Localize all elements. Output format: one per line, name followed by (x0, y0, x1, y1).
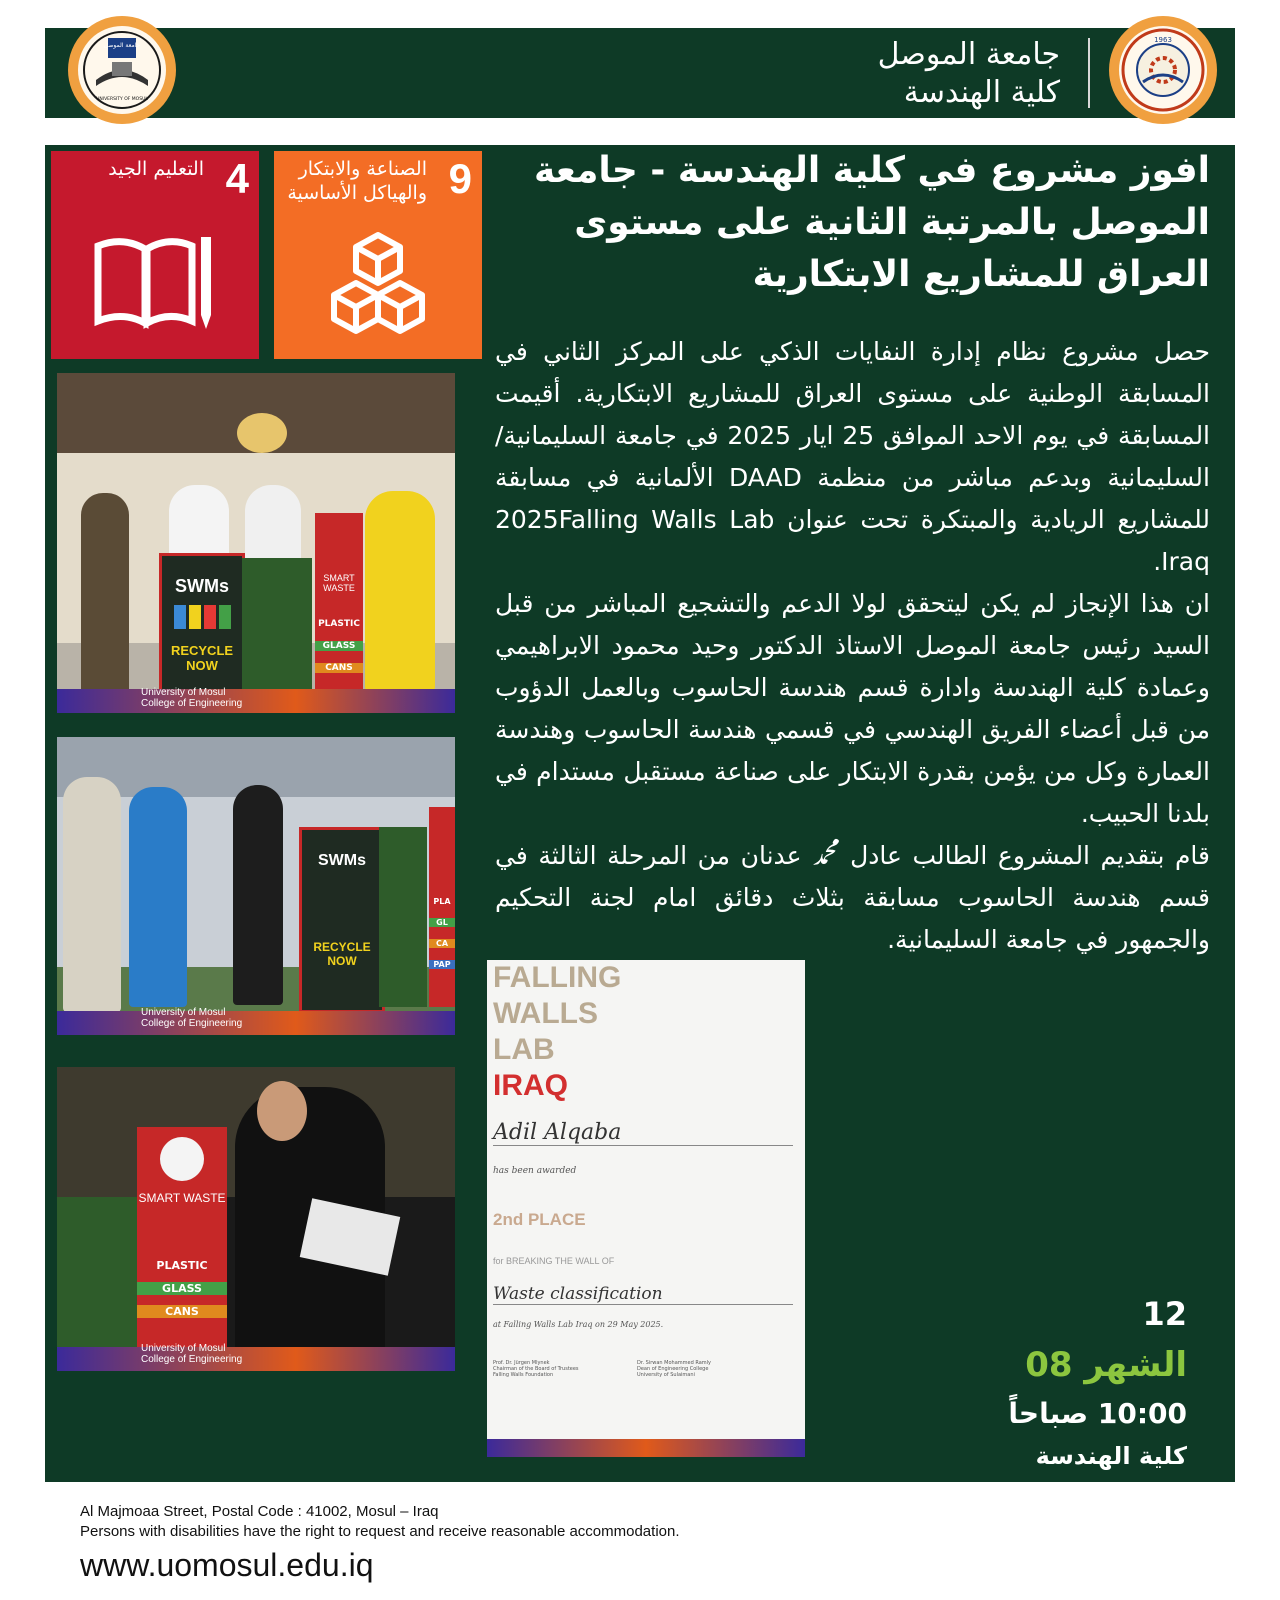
awarded-text: has been awarded (493, 1166, 577, 1176)
sdg-9-label: الصناعة والابتكار والهياكل الأساسية (287, 158, 427, 204)
student-face (257, 1081, 307, 1141)
event-line-text: at Falling Walls Lab Iraq on 29 May 2025. (493, 1320, 664, 1329)
article-body (495, 331, 1210, 961)
footer-address: Al Majmoaa Street, Postal Code : 41002, Mosul – Iraq (80, 1503, 439, 1520)
header-title-block (720, 36, 1060, 112)
tree-panel (379, 827, 427, 1007)
photo-frame-ribbon (57, 1347, 455, 1371)
bin-yellow (189, 605, 201, 629)
sdg-goal-4-tile (51, 151, 259, 359)
bin-blue (174, 605, 186, 629)
main-panel (45, 145, 1235, 1482)
event-date-block (1008, 1290, 1187, 1476)
seal-year: 1963 (1154, 36, 1172, 44)
recycle-now-text: RECYCLE NOW (170, 643, 234, 673)
booth-title: SWMs (318, 852, 366, 869)
certificate-heading (493, 960, 621, 1104)
smart-waste-bin (137, 1127, 227, 1357)
photo-frame-ribbon (57, 689, 455, 713)
header-bar (45, 28, 1235, 118)
cert-line-walls: WALLS (493, 997, 598, 1030)
college-seal-logo (1109, 16, 1217, 124)
bin-red (204, 605, 216, 629)
university-name: جامعة الموصل (877, 37, 1060, 72)
bin-label-glass: GL (429, 918, 455, 927)
bin-label-paper: PAP (429, 960, 455, 969)
breaking-wall-text: for BREAKING THE WALL OF (493, 1256, 615, 1266)
college-seal-icon (1119, 26, 1207, 114)
person-blue-shirt (129, 787, 187, 1007)
person-black-dress (233, 785, 283, 1005)
seal-top-text: جامعة الموصل (103, 42, 141, 49)
bin-top-text: SMART WASTE (323, 573, 355, 593)
sdg-goal-9-tile (274, 151, 482, 359)
event-time: 10:00 صباحاً (1008, 1397, 1187, 1430)
sdg-4-label: التعليم الجيد (108, 158, 204, 180)
article-paragraph-2: ان هذا الإنجاز لم يكن ليتحقق لولا الدعم والتشجيع المباشر من قبل السيد رئيس جامعة الموصل الاستاذ الدكتور وحيد محمود الابراهيمي وعمادة كلية الهندسة وادارة قسم هندسة الحاسوب وبالعمل الدؤوب من قبل أعضاء الفريق الهندسي في قسمي هندسة الحاسوب وهندسة العمارة وكل من يؤمن بقدرة الابتكار على صناعة مستقبل مستدام في بلدنا الحبيب. (495, 589, 1210, 828)
smart-waste-bin (429, 807, 455, 1007)
photo-caption (141, 1007, 242, 1029)
caption-college: College of Engineering (141, 698, 243, 709)
bin-label-plastic: PLA (433, 897, 451, 906)
cubes-icon (322, 231, 434, 347)
person-grey-suit (63, 777, 121, 1012)
seal-bottom-text: UNIVERSITY OF MOSUL (96, 97, 148, 102)
recycle-now-text: RECYCLE NOW (313, 940, 371, 968)
bin-top-text: SMART WASTE (138, 1191, 226, 1205)
cert-line-falling: FALLING (493, 961, 622, 994)
person (245, 485, 301, 565)
signatory-2: Dr. Sirwan Mohammed Ramly Dean of Engineering College University of Sulaimani (637, 1360, 711, 1378)
footer-accessibility-note: Persons with disabilities have the right to request and receive reasonable accommodation. (80, 1523, 680, 1540)
signatory-1: Prof. Dr. Jürgen Mlynek Chairman of the Board of Trustees Falling Walls Foundation (493, 1360, 579, 1378)
photo-caption (141, 687, 242, 709)
caption-college: College of Engineering (141, 1354, 243, 1365)
photo-frame-ribbon (57, 1011, 455, 1035)
caption-university: University of Mosul (141, 1343, 226, 1354)
bin-label-plastic: PLASTIC (156, 1259, 208, 1272)
article-paragraph-1: حصل مشروع نظام إدارة النفايات الذكي على المركز الثاني في المسابقة الوطنية على مستوى العراق للمشاريع الابتكارية. أقيمت المسابقة في يوم الاحد الموافق 25 ايار 2025 في جامعة السليمانية/السليمانية وبدعم مباشر من منظمة DAAD الألمانية في مسابقة للمشاريع الريادية والمبتكرة تحت عنوان 2025Falling Walls Lab Iraq. (495, 337, 1211, 576)
cert-line-lab: LAB (493, 1033, 555, 1066)
smart-waste-bin (315, 513, 363, 698)
event-location: كلية الهندسة (1035, 1442, 1187, 1470)
recipient-name: Adil Alqaba (493, 1120, 793, 1146)
certificate-ribbon (487, 1439, 805, 1457)
booth-title: SWMs (175, 576, 229, 596)
college-name: كلية الهندسة (903, 75, 1060, 110)
swms-booth-panel (299, 827, 385, 1013)
person-yellow-shirt (365, 491, 435, 691)
university-seal-logo (68, 16, 176, 124)
team-photo-2 (57, 737, 455, 1035)
bin-label-cans: CANS (315, 663, 363, 673)
sdg-9-number: 9 (448, 155, 472, 202)
bin-label-cans: CA (429, 939, 455, 948)
article-paragraph-3: قام بتقديم المشروع الطالب عادل ﷴ عدنان من المرحلة الثالثة في قسم هندسة الحاسوب مسابقة بثلاث دقائق امام لجنة التحكيم والجمهور في جامعة السليمانية. (495, 841, 1210, 954)
date-day: 12 (1142, 1295, 1187, 1333)
recycle-icon (160, 1137, 204, 1181)
tree-panel (57, 1197, 147, 1367)
cert-line-iraq: IRAQ (493, 1069, 568, 1102)
bin-label-plastic: PLASTIC (315, 619, 363, 629)
caption-university: University of Mosul (141, 687, 226, 698)
bin-colors (162, 605, 242, 629)
footer-website-link[interactable]: www.uomosul.edu.iq (80, 1547, 374, 1583)
caption-college: College of Engineering (141, 1018, 243, 1029)
student-photo-3 (57, 1067, 455, 1371)
award-certificate (487, 960, 805, 1457)
tree-panel (242, 558, 312, 698)
university-seal-icon (78, 26, 166, 114)
book-pencil-icon (93, 231, 223, 335)
swms-booth-panel (159, 553, 245, 704)
caption-university: University of Mosul (141, 1007, 226, 1018)
person (81, 493, 129, 698)
bin-green (219, 605, 231, 629)
sdg-4-number: 4 (225, 155, 249, 202)
bin-label-glass: GLASS (315, 641, 363, 651)
article-title: افوز مشروع في كلية الهندسة - جامعة الموصل بالمرتبة الثانية على مستوى العراق للمشاريع الابتكارية (533, 150, 1210, 295)
header-divider (1088, 38, 1090, 108)
team-photo-1 (57, 373, 455, 713)
date-month: الشهر 08 (1025, 1345, 1187, 1385)
bin-label-glass: GLASS (137, 1282, 227, 1295)
photo-caption (141, 1343, 242, 1365)
chandelier (237, 413, 287, 453)
bin-label-cans: CANS (137, 1305, 227, 1318)
topic-text: Waste classification (493, 1284, 793, 1305)
place-text: 2nd PLACE (493, 1210, 586, 1229)
